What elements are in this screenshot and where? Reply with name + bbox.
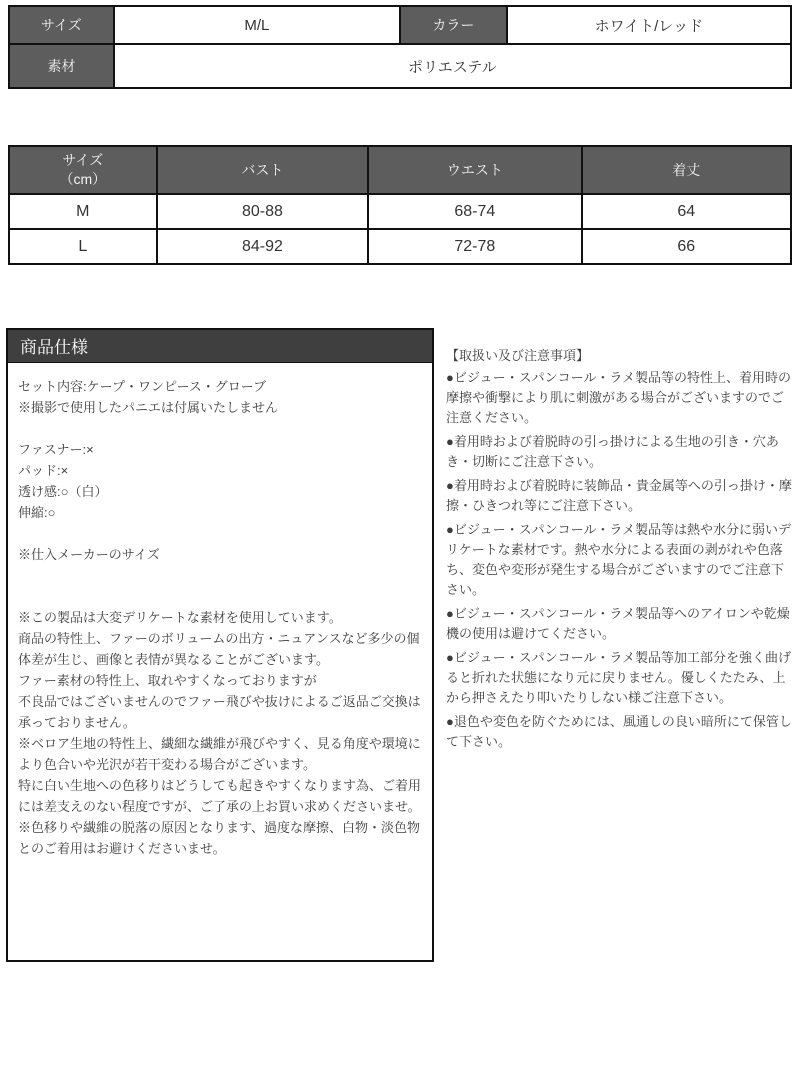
product-spec-line <box>18 565 422 586</box>
size-value-cell: M/L <box>114 6 400 44</box>
caution-item: ●ビジュー・スパンコール・ラメ製品等加工部分を強く曲げると折れた状態になり元に戻りません。優しくたたみ、上から押さえたり叩いたりしない様ご注意下さい。 <box>446 650 791 705</box>
product-spec-line <box>18 418 422 439</box>
product-spec-line: ※撮影で使用したパニエは付属いたしません <box>18 400 279 415</box>
product-spec-panel <box>6 328 434 962</box>
size-chart-col-length: 着丈 <box>582 146 791 194</box>
cautions-panel <box>446 346 796 756</box>
material-value-cell: ポリエステル <box>114 44 791 88</box>
size-chart-table <box>8 145 792 265</box>
product-spec-line <box>18 523 422 544</box>
caution-item: ●ビジュー・スパンコール・ラメ製品等へのアイロンや乾燥機の使用は避けてください。 <box>446 606 790 641</box>
caution-item: ●着用時および着脱時に装飾品・貴金属等への引っ掛け・摩擦・ひきつれ等にご注意下さい。 <box>446 478 792 513</box>
size-m-label: M <box>9 194 157 229</box>
size-chart-col-size-line2: （cm） <box>59 171 107 187</box>
size-chart-row-l <box>9 229 791 264</box>
cautions-title: 【取扱い及び注意事項】 <box>446 348 590 363</box>
color-value-cell: ホワイト/レッド <box>507 6 791 44</box>
product-spec-summary-table <box>8 5 792 89</box>
size-l-length: 66 <box>582 229 791 264</box>
product-spec-text <box>8 363 432 859</box>
color-label-cell: カラー <box>400 6 507 44</box>
size-chart-col-bust: バスト <box>157 146 368 194</box>
size-m-length: 64 <box>582 194 791 229</box>
size-l-label: L <box>9 229 157 264</box>
product-spec-line: ファー素材の特性上、取れやすくなっておりますが <box>18 673 317 688</box>
product-spec-line: 商品の特性上、ファーのボリュームの出方・ニュアンスなど多少の個体差が生じ、画像と表情が異なることがございます。 <box>18 631 420 667</box>
size-m-bust: 80-88 <box>157 194 368 229</box>
size-chart-col-waist: ウエスト <box>368 146 581 194</box>
product-spec-line: 伸縮:○ <box>18 505 56 520</box>
product-spec-line: 不良品ではございませんのでファー飛びや抜けによるご返品ご交換は承っておりません。 <box>18 694 421 730</box>
caution-item: ●ビジュー・スパンコール・ラメ製品等の特性上、着用時の摩擦や衝撃により肌に刺激がある場合がございますのでご注意ください。 <box>446 370 791 425</box>
caution-item: ●退色や変色を防ぐためには、風通しの良い暗所にて保管して下さい。 <box>446 714 792 749</box>
size-chart-col-size-line1: サイズ <box>62 152 104 168</box>
size-chart-col-size <box>9 146 157 194</box>
product-spec-line <box>18 586 422 607</box>
caution-item: ●着用時および着脱時の引っ掛けによる生地の引き・穴あき・切断にご注意下さい。 <box>446 434 779 469</box>
material-label-cell: 素材 <box>9 44 114 88</box>
product-spec-line: ※仕入メーカーのサイズ <box>18 547 160 562</box>
product-spec-line: 特に白い生地への色移りはどうしても起きやすくなります為、ご着用には差支えのない程度ですが、ご了承の上お買い求めくださいませ。 <box>18 778 422 814</box>
size-l-waist: 72-78 <box>368 229 581 264</box>
product-spec-line: パッド:× <box>18 463 69 478</box>
size-chart-row-m <box>9 194 791 229</box>
size-l-bust: 84-92 <box>157 229 368 264</box>
product-spec-line: ファスナー:× <box>18 442 94 457</box>
product-spec-line: ※この製品は大変デリケートな素材を使用しています。 <box>18 610 342 625</box>
product-spec-line: ※ベロア生地の特性上、繊細な繊維が飛びやすく、見る角度や環境により色合いや光沢が若干変わる場合がございます。 <box>18 736 421 772</box>
product-spec-line: 透け感:○（白） <box>18 484 108 499</box>
product-spec-line: ※色移りや繊維の脱落の原因となります、過度な摩擦、白物・淡色物とのご着用はお避けくださいませ。 <box>18 820 420 856</box>
product-spec-title: 商品仕様 <box>8 330 432 363</box>
size-m-waist: 68-74 <box>368 194 581 229</box>
cautions-text <box>446 368 796 752</box>
size-label-cell: サイズ <box>9 6 114 44</box>
caution-item: ●ビジュー・スパンコール・ラメ製品等は熱や水分に弱いデリケートな素材です。熱や水分による表面の剥がれや色落ち、変色や変形が発生する場合がございますのでご注意下さい。 <box>446 522 791 597</box>
product-spec-line: セット内容:ケープ・ワンピース・グローブ <box>18 379 267 394</box>
